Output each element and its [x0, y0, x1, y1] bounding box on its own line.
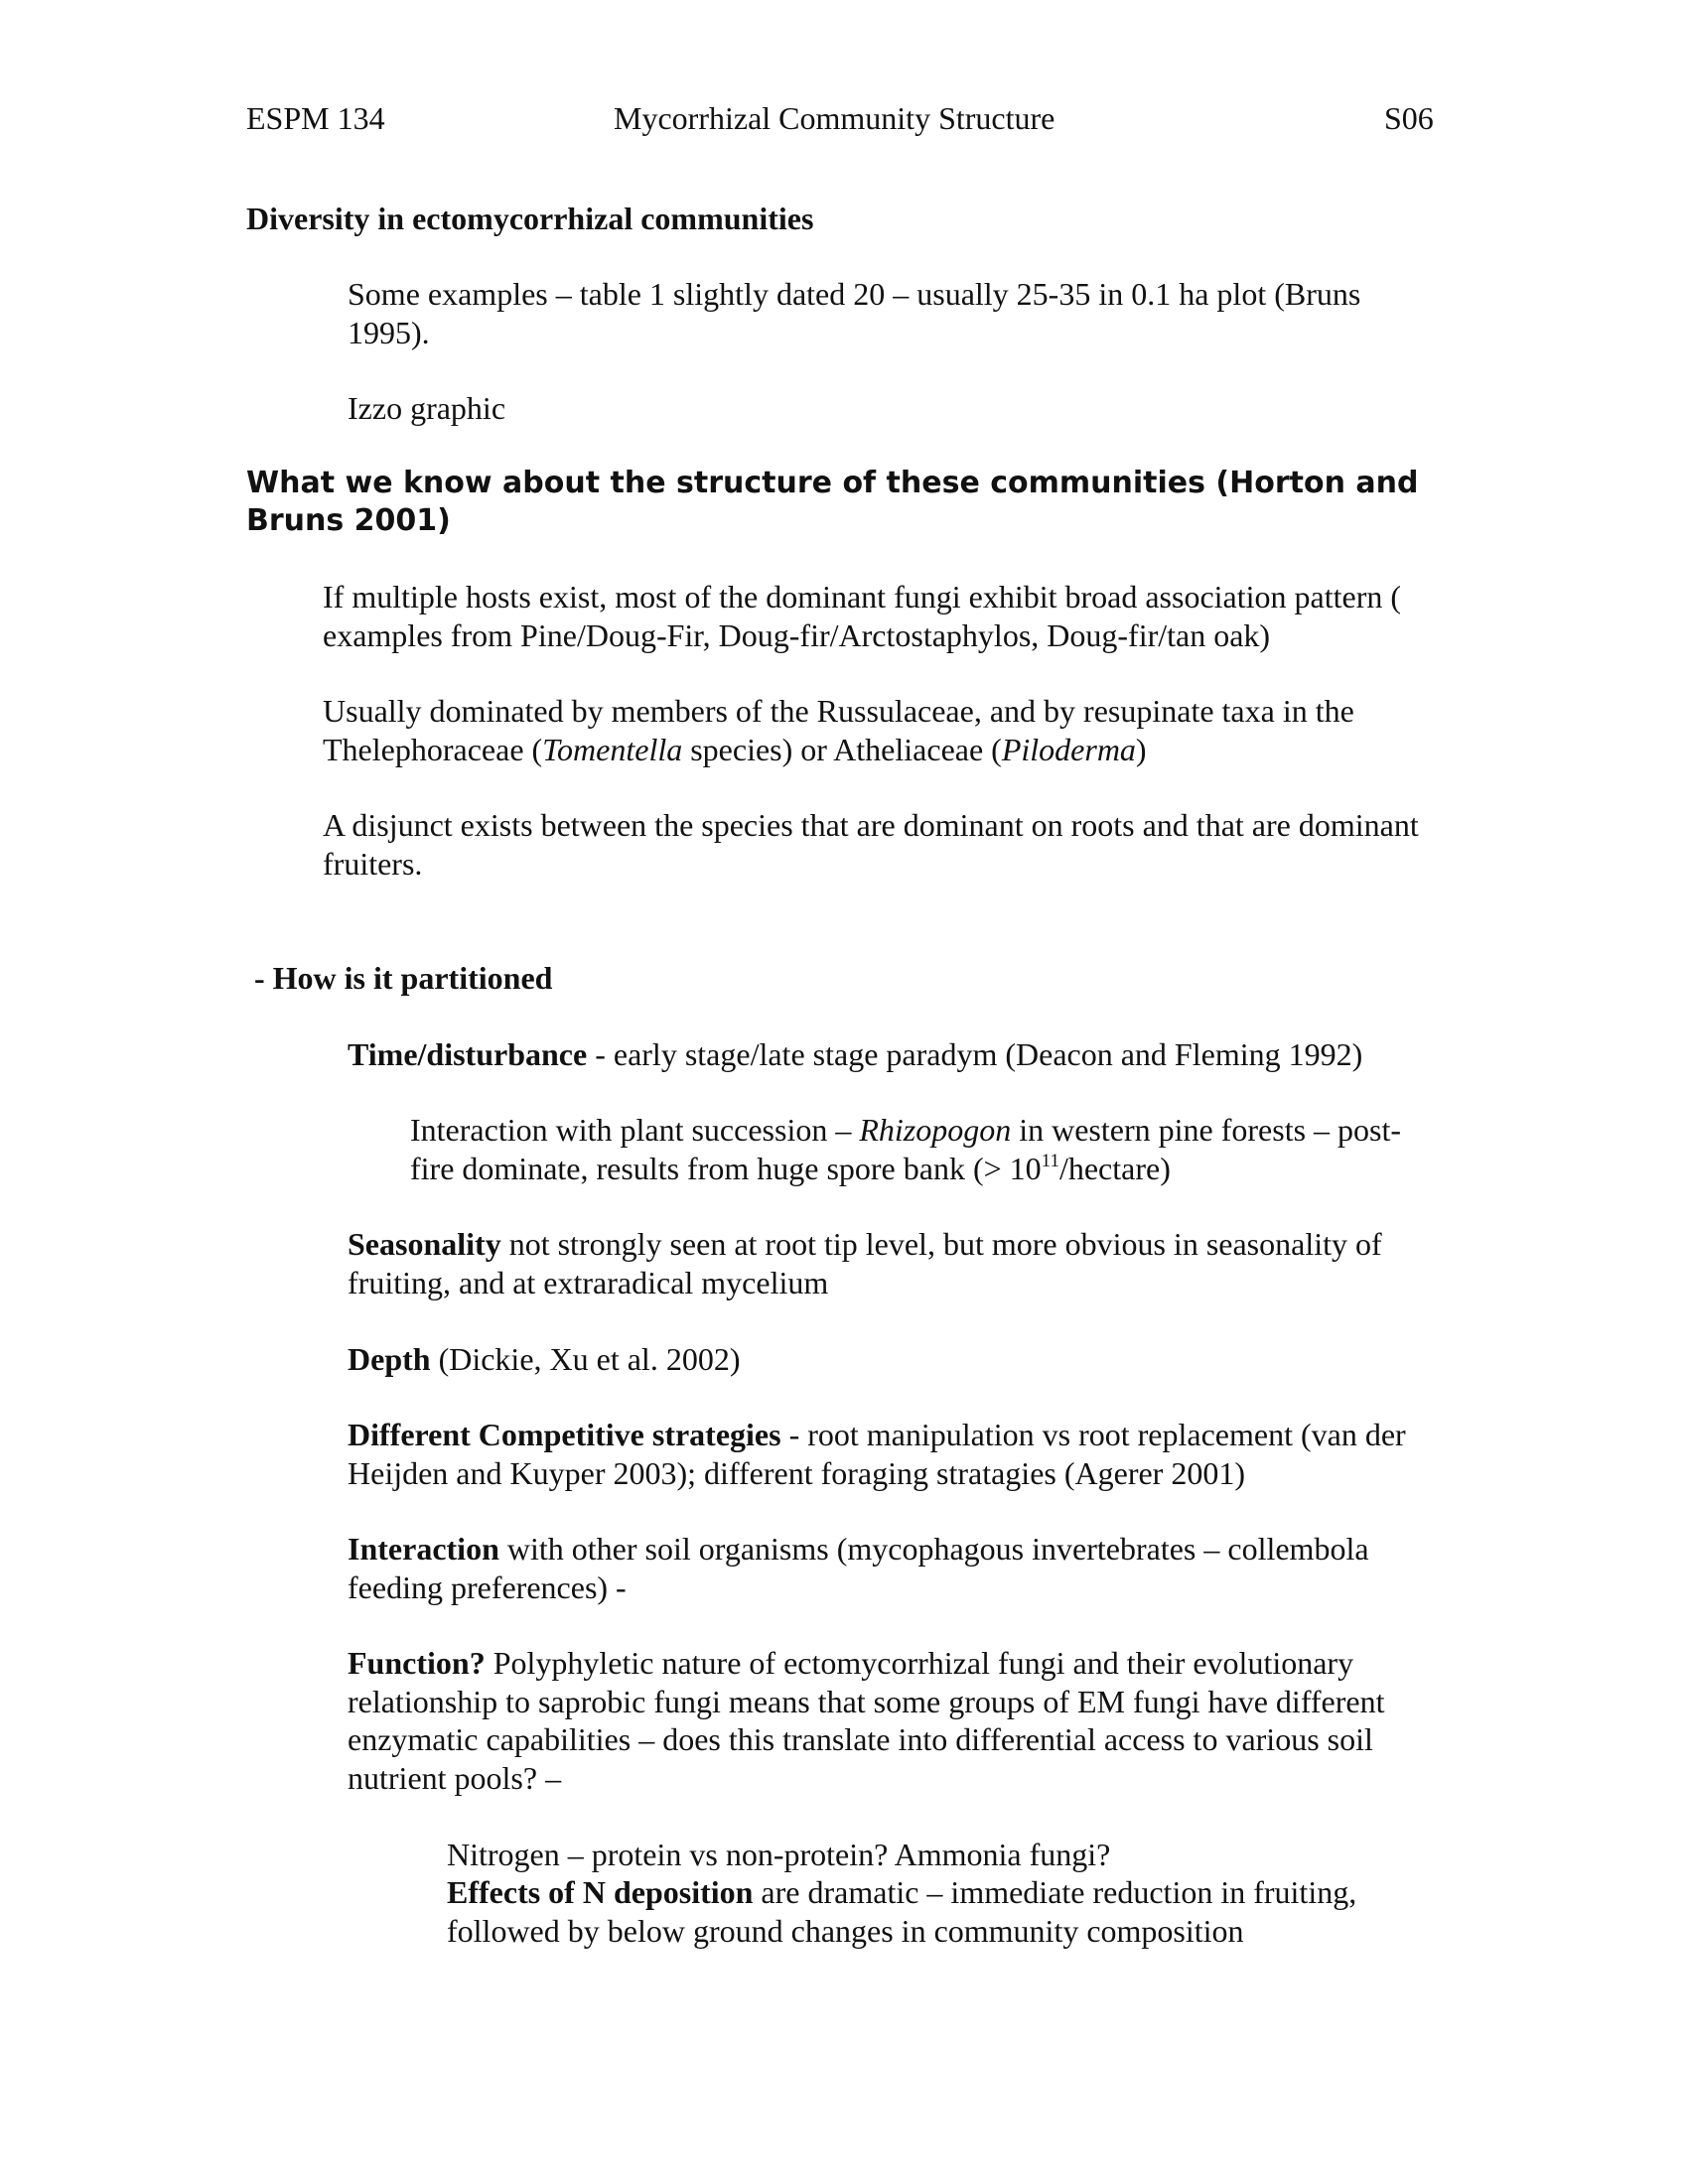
spore-exponent: 11 — [1041, 1150, 1059, 1171]
paragraph-izzo: Izzo graphic — [348, 390, 506, 426]
n-deposition-text: are dramatic – immediate reduction in fruiting, followed by below ground changes in community composition — [447, 1874, 1357, 1949]
interaction-label: Interaction — [348, 1531, 499, 1567]
depth-text: (Dickie, Xu et al. 2002) — [430, 1341, 741, 1377]
piloderma-term: Piloderma — [1001, 731, 1136, 767]
russulaceae-text-a: Usually dominated by members of the Russulaceae, and by resupinate taxa in the Thelephoraceae ( — [323, 693, 1354, 767]
paragraph-competitive — [348, 1416, 1440, 1492]
function-text: Polyphyletic nature of ectomycorrhizal fungi and their evolutionary relationship to saprobic fungi means that some groups of EM fungi have different enzymatic capabilities – does this translate into differential access to various soil nutrient pools? – — [348, 1645, 1385, 1796]
header-course: ESPM 134 — [246, 100, 385, 136]
competitive-text: - root manipulation vs root replacement (van der Heijden and Kuyper 2003); different foraging stratagies (Agerer 2001) — [348, 1417, 1406, 1491]
section-heading-partitioned: - How is it partitioned — [246, 960, 553, 996]
time-disturbance-label: Time/disturbance — [348, 1036, 588, 1072]
russulaceae-text-b: species) or Atheliaceae ( — [682, 731, 1002, 767]
rhizopogon-term: Rhizopogon — [859, 1112, 1012, 1148]
section-heading-diversity: Diversity in ectomycorrhizal communities — [246, 201, 814, 236]
paragraph-seasonality — [348, 1225, 1440, 1301]
succession-text-a: Interaction with plant succession – — [410, 1112, 860, 1148]
header-term: S06 — [1384, 100, 1434, 136]
paragraph-time-disturbance — [348, 1035, 1362, 1073]
time-disturbance-text: - early stage/late stage paradym (Deacon and Fleming 1992) — [587, 1036, 1363, 1072]
paragraph-russulaceae — [323, 692, 1445, 768]
depth-label: Depth — [348, 1341, 431, 1377]
russulaceae-text-c: ) — [1135, 731, 1147, 767]
seasonality-text: not strongly seen at root tip level, but more obvious in seasonality of fruiting, and at extraradical mycelium — [348, 1226, 1382, 1300]
paragraph-interaction — [348, 1530, 1440, 1606]
n-deposition-label: Effects of N deposition — [447, 1874, 754, 1910]
succession-text-c: /hectare) — [1058, 1150, 1171, 1186]
tomentella-term: Tomentella — [542, 731, 683, 767]
competitive-label: Different Competitive strategies — [348, 1417, 781, 1452]
paragraph-nitrogen: Nitrogen – protein vs non-protein? Ammonia fungi? — [447, 1837, 1111, 1872]
section-heading-structure: What we know about the structure of these communities (Horton and Bruns 2001) — [246, 466, 1419, 538]
paragraph-succession — [410, 1111, 1413, 1187]
succession-text-b: in western pine forests – post-fire dominate, results from huge spore bank (> 10 — [410, 1112, 1402, 1186]
function-label: Function? — [348, 1645, 486, 1681]
paragraph-depth — [348, 1340, 740, 1378]
paragraph-n-deposition — [447, 1873, 1440, 1950]
seasonality-label: Seasonality — [348, 1226, 501, 1262]
paragraph-function — [348, 1644, 1440, 1797]
paragraph-disjunct: A disjunct exists between the species that are dominant on roots and that are dominant fruiters. — [323, 807, 1419, 882]
header-title: Mycorrhizal Community Structure — [614, 100, 1055, 136]
paragraph-examples: Some examples – table 1 slightly dated 20 – usually 25-35 in 0.1 ha plot (Bruns 1995). — [348, 276, 1361, 350]
interaction-text: with other soil organisms (mycophagous invertebrates – collembola feeding preferences) - — [348, 1531, 1369, 1605]
paragraph-hosts: If multiple hosts exist, most of the dominant fungi exhibit broad association pattern ( examples from Pine/Doug-Fir, Doug-fir/Arctostaphylos, Doug-fir/tan oak) — [323, 579, 1402, 653]
